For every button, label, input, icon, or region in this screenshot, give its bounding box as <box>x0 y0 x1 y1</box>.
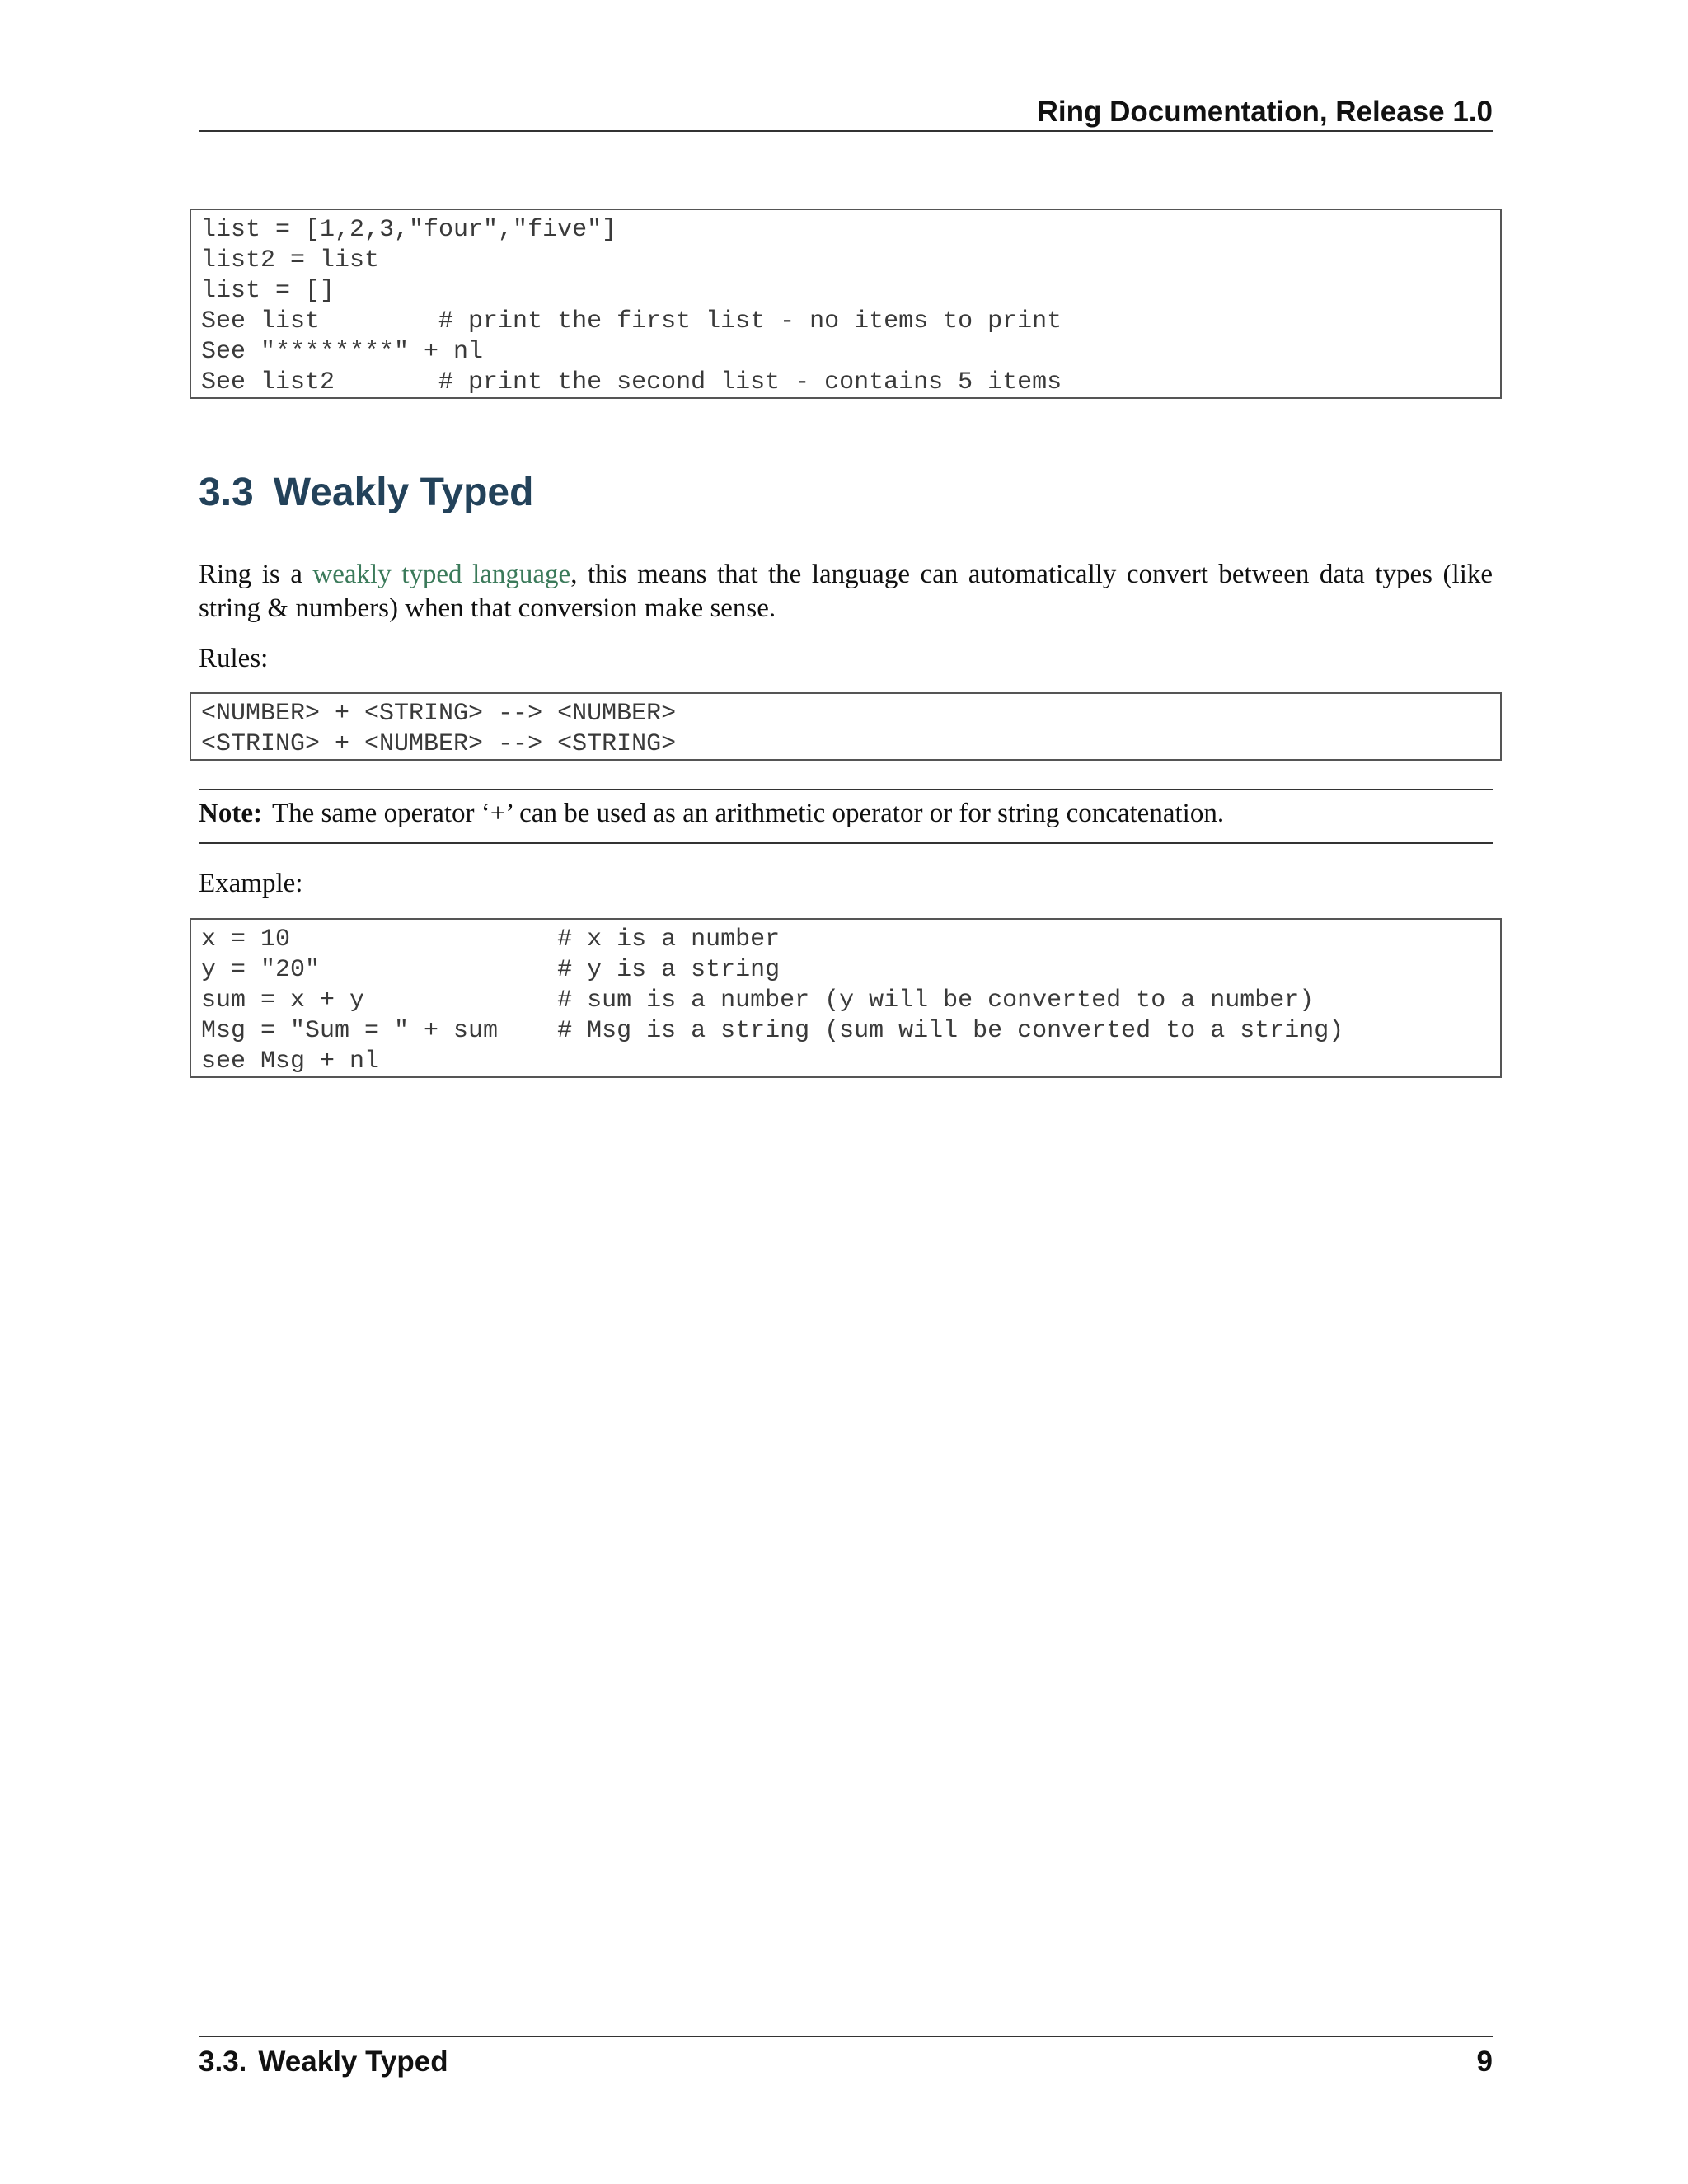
code-line: x = 10 # x is a number <box>201 926 781 954</box>
note-text: The same operator ‘+’ can be used as an arithmetic operator or for string concatenation. <box>271 799 1225 828</box>
code-line: <STRING> + <NUMBER> --> <STRING> <box>201 730 677 758</box>
weakly-typed-language-link[interactable]: weakly typed language <box>312 560 571 589</box>
code-line: <NUMBER> + <STRING> --> <NUMBER> <box>201 700 677 728</box>
rules-label: Rules: <box>199 644 269 673</box>
code-line: list = [] <box>201 277 335 305</box>
note-top-rule <box>199 789 1493 790</box>
note-bottom-rule <box>199 842 1493 844</box>
intro-text-after-link: , this means that the language can automatically convert between data types (like string & numbers) when that conversion make sense. <box>199 560 1493 623</box>
intro-text-before-link: Ring is a <box>199 560 313 589</box>
code-line: list = [1,2,3,"four","five"] <box>201 216 617 244</box>
code-line: Msg = "Sum = " + sum # Msg is a string (sum will be converted to a string) <box>201 1017 1344 1045</box>
example-label: Example: <box>199 869 303 898</box>
running-header: Ring Documentation, Release 1.0 <box>1037 96 1493 128</box>
code-line: See list2 # print the second list - contains 5 items <box>201 368 1062 396</box>
code-block-rules <box>190 692 1502 761</box>
page-number: 9 <box>1476 2046 1493 2078</box>
footer-section <box>199 2042 448 2082</box>
note-label: Note: <box>199 799 262 828</box>
code-line: see Msg + nl <box>201 1047 380 1076</box>
section-title: Weakly Typed <box>273 471 534 514</box>
section-number: 3.3 <box>199 471 254 514</box>
code-line: See "********" + nl <box>201 338 484 366</box>
code-line: y = "20" # y is a string <box>201 956 781 984</box>
header-rule <box>199 130 1493 132</box>
code-line: sum = x + y # sum is a number (y will be converted to a number) <box>201 987 1315 1015</box>
footer-section-title: Weakly Typed <box>258 2046 448 2078</box>
footer-rule <box>199 2036 1493 2037</box>
section-heading <box>199 467 533 518</box>
code-line: list2 = list <box>201 246 380 274</box>
note <box>199 797 1493 831</box>
code-line: See list # print the first list - no items to print <box>201 307 1062 335</box>
footer-section-number: 3.3. <box>199 2046 247 2078</box>
code-block-list-example <box>190 209 1502 399</box>
intro-paragraph <box>199 558 1493 626</box>
code-block-example <box>190 918 1502 1078</box>
